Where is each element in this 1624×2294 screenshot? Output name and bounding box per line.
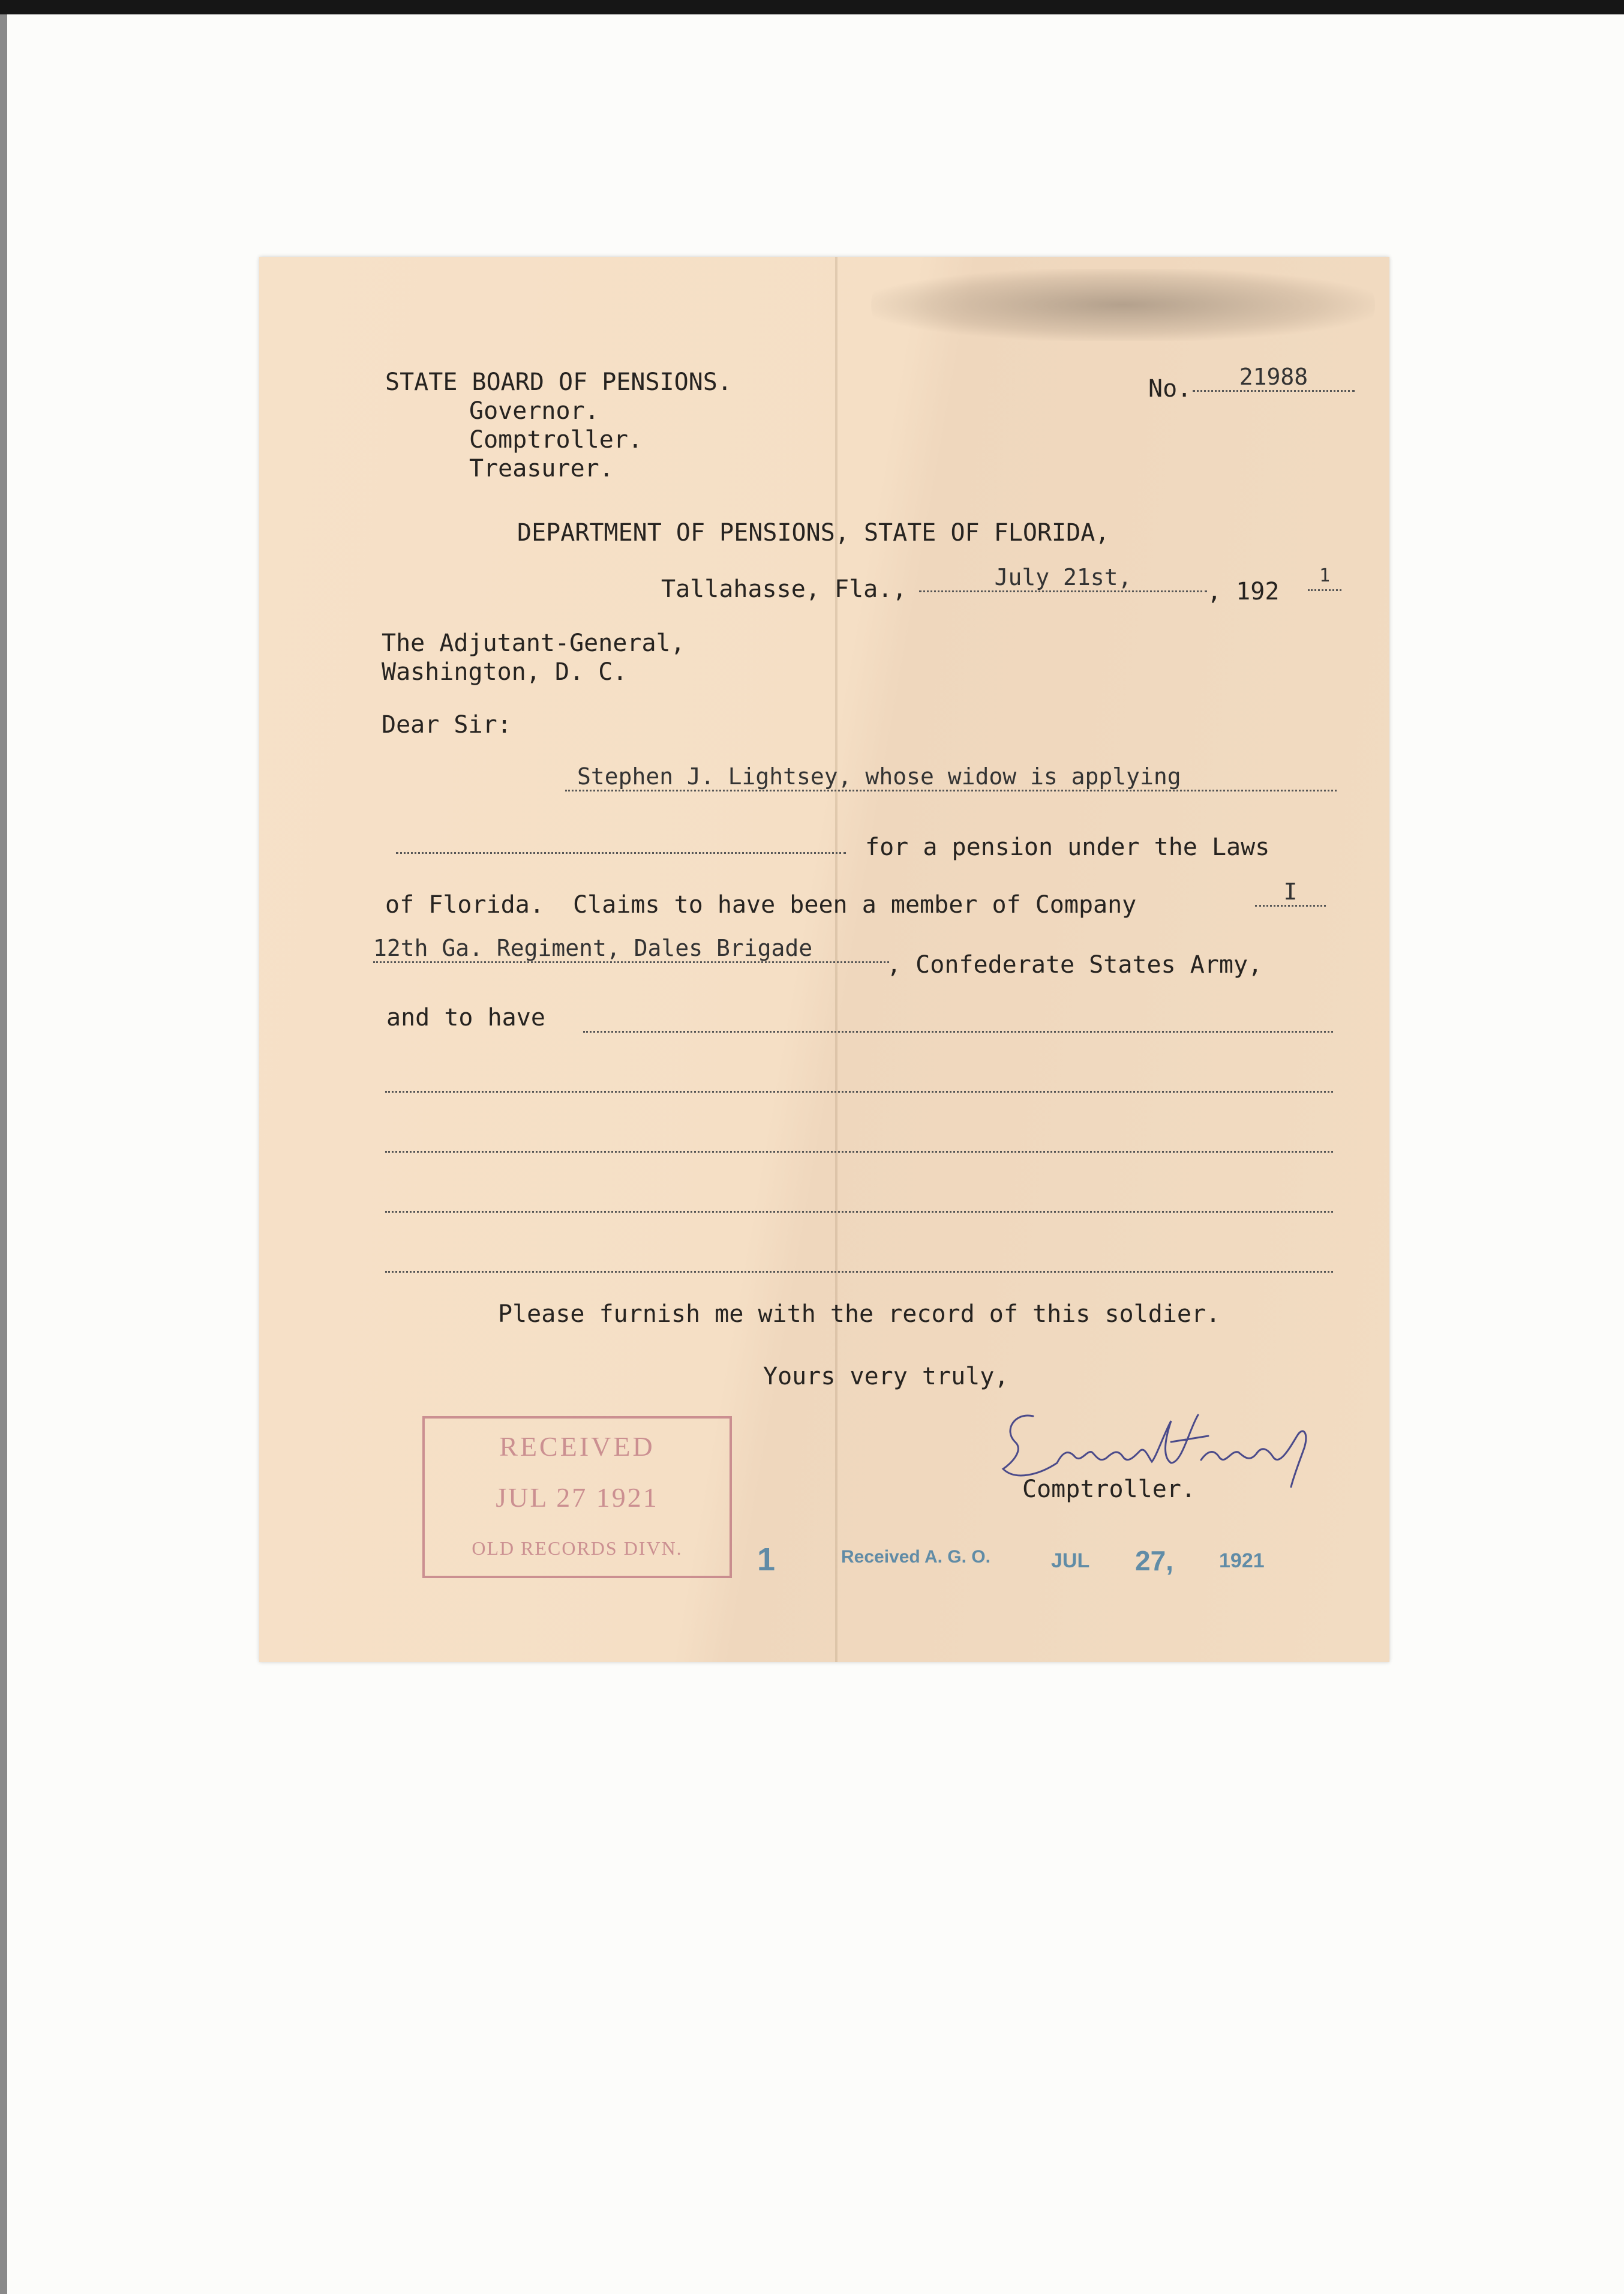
request-text: Please furnish me with the record of this soldier.	[498, 1300, 1221, 1328]
received-stamp	[422, 1416, 732, 1578]
number-label: No.	[1148, 375, 1192, 403]
blank-line	[396, 852, 846, 854]
regiment-value: 12th Ga. Regiment, Dales Brigade	[373, 935, 889, 963]
salutation: Dear Sir:	[382, 711, 512, 739]
blue-stamp-month: JUL	[1051, 1549, 1090, 1572]
blank-line	[583, 1031, 1333, 1033]
blank-line	[385, 1151, 1333, 1153]
board-member-comptroller: Comptroller.	[469, 426, 643, 454]
pension-laws-text: for a pension under the Laws	[865, 833, 1270, 861]
pension-letter	[259, 257, 1389, 1662]
blank-line	[385, 1211, 1333, 1213]
dateline-year: , 192	[1207, 578, 1280, 605]
blue-stamp-day: 27,	[1135, 1545, 1173, 1576]
blank-line	[385, 1271, 1333, 1273]
signer-title: Comptroller.	[1022, 1476, 1196, 1503]
scan-border-top	[0, 0, 1624, 14]
closing: Yours very truly,	[763, 1363, 1009, 1390]
stamp-received: RECEIVED	[499, 1431, 655, 1462]
stamp-date: JUL 27 1921	[496, 1482, 659, 1513]
blue-stamp-received: Received A. G. O.	[841, 1547, 990, 1567]
blank-line	[385, 1091, 1333, 1093]
dateline-date: July 21st,	[919, 564, 1207, 592]
board-member-treasurer: Treasurer.	[469, 455, 614, 482]
addressee-title: The Adjutant-General,	[382, 629, 685, 657]
board-member-governor: Governor.	[469, 397, 599, 425]
scan-border-left	[0, 14, 7, 2294]
blue-stamp-mark: 1	[757, 1542, 776, 1578]
claims-text: of Florida. Claims to have been a member of Company	[385, 891, 1137, 919]
smudge-mark	[871, 269, 1375, 341]
number-value: 21988	[1193, 364, 1355, 392]
dateline-place: Tallahasse, Fla.,	[661, 575, 907, 603]
applicant-name-line: Stephen J. Lightsey, whose widow is applying	[565, 763, 1337, 791]
stamp-division: OLD RECORDS DIVN.	[472, 1537, 683, 1559]
company-value: I	[1255, 878, 1326, 907]
dateline-year-digit: 1	[1308, 563, 1341, 591]
board-title: STATE BOARD OF PENSIONS.	[385, 368, 732, 396]
blue-stamp-year: 1921	[1219, 1549, 1265, 1572]
addressee-city: Washington, D. C.	[382, 658, 628, 686]
confederate-army-text: , Confederate States Army,	[887, 951, 1263, 979]
service-text: and to have	[386, 1004, 545, 1031]
department-heading: DEPARTMENT OF PENSIONS, STATE OF FLORIDA,	[517, 519, 1110, 547]
